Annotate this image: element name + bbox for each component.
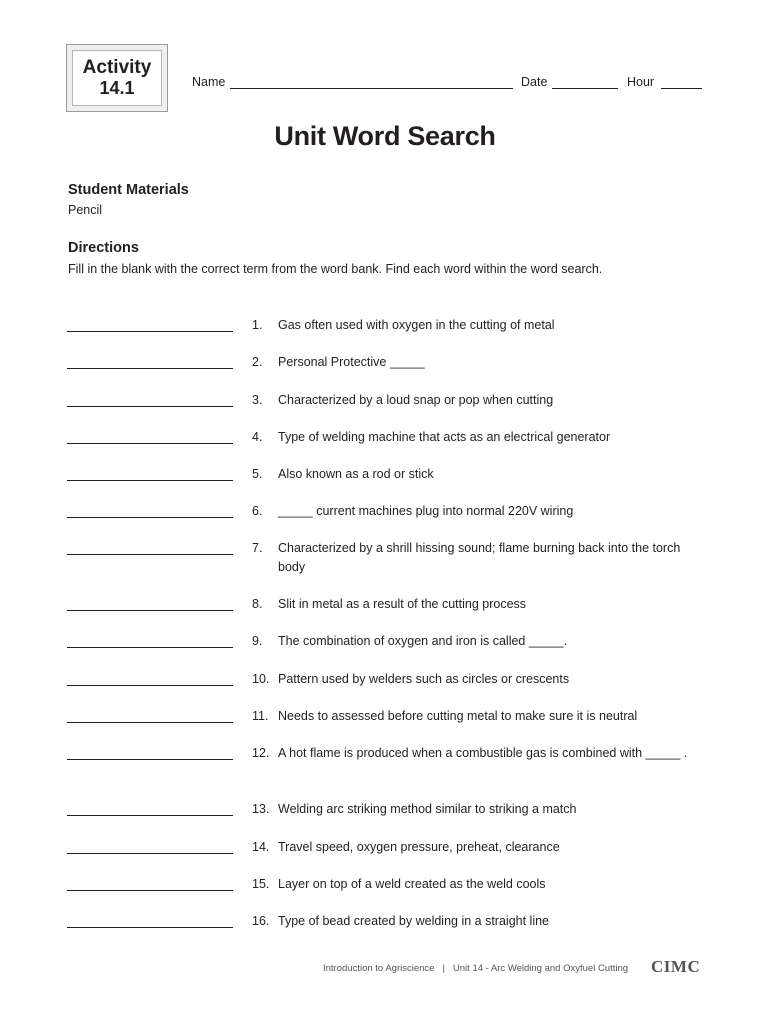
question-number: 16. [252, 914, 270, 928]
question-number: 7. [252, 541, 263, 555]
hour-label: Hour [627, 75, 655, 89]
answer-blank[interactable] [67, 517, 233, 518]
question-text: Layer on top of a weld created as the weld cools [278, 877, 546, 891]
materials-text: Pencil [68, 203, 103, 217]
materials-heading: Student Materials [68, 182, 189, 198]
directions-text: Fill in the blank with the correct term from the word bank. Find each word within the word search. [68, 262, 603, 276]
question-text: Characterized by a shrill hissing sound; flame burning back into the torch body [278, 541, 681, 574]
question-text: Also known as a rod or stick [278, 467, 434, 481]
question-number: 8. [252, 597, 263, 611]
activity-badge [66, 44, 168, 112]
question-text: _____ current machines plug into normal 220V wiring [278, 504, 574, 518]
question-number: 9. [252, 634, 263, 648]
date-field[interactable] [552, 88, 618, 89]
page-title: Unit Word Search [274, 121, 496, 151]
name-field[interactable] [230, 88, 513, 89]
question-number: 6. [252, 504, 263, 518]
activity-badge-inner [72, 50, 162, 106]
directions-heading: Directions [68, 240, 139, 256]
footer-unit: Unit 14 - Arc Welding and Oxyfuel Cutting [452, 963, 629, 974]
hour-field[interactable] [661, 88, 702, 89]
answer-blank[interactable] [67, 554, 233, 555]
question-text: A hot flame is produced when a combustible gas is combined with _____ . [278, 746, 688, 760]
answer-blank[interactable] [67, 890, 233, 891]
question-number: 11. [252, 709, 269, 723]
question-text: Slit in metal as a result of the cutting process [278, 597, 527, 611]
activity-label: Activity [82, 57, 152, 78]
question-number: 15. [252, 877, 270, 891]
question-text: Needs to assessed before cutting metal to make sure it is neutral [278, 709, 638, 723]
answer-blank[interactable] [67, 685, 233, 686]
cimc-logo: CIMC [651, 957, 701, 976]
answer-blank[interactable] [67, 443, 233, 444]
date-label: Date [521, 75, 548, 89]
question-number: 12. [252, 746, 270, 760]
question-text: Type of welding machine that acts as an electrical generator [278, 430, 611, 444]
answer-blank[interactable] [67, 331, 233, 332]
answer-blank[interactable] [67, 647, 233, 648]
question-number: 5. [252, 467, 263, 481]
answer-blank[interactable] [67, 853, 233, 854]
answer-blank[interactable] [67, 722, 233, 723]
question-text: Welding arc striking method similar to striking a match [278, 802, 577, 816]
question-number: 2. [252, 355, 263, 369]
question-number: 10. [252, 672, 270, 686]
question-text: Travel speed, oxygen pressure, preheat, clearance [278, 840, 560, 854]
answer-blank[interactable] [67, 406, 233, 407]
footer-separator: | [442, 963, 445, 974]
question-text: Gas often used with oxygen in the cutting of metal [278, 318, 555, 332]
question-text: Pattern used by welders such as circles or crescents [278, 672, 570, 686]
footer-course: Introduction to Agriscience [323, 963, 435, 974]
question-number: 4. [252, 430, 263, 444]
question-text: The combination of oxygen and iron is called _____. [278, 634, 568, 648]
question-number: 13. [252, 802, 270, 816]
answer-blank[interactable] [67, 368, 233, 369]
answer-blank[interactable] [67, 610, 233, 611]
footer [323, 963, 628, 974]
answer-blank[interactable] [67, 815, 233, 816]
name-label: Name [192, 75, 226, 89]
question-text: Personal Protective _____ [278, 355, 425, 369]
activity-number: 14.1 [99, 78, 135, 98]
answer-blank[interactable] [67, 480, 233, 481]
question-text: Type of bead created by welding in a straight line [278, 914, 550, 928]
answer-blank[interactable] [67, 927, 233, 928]
answer-blank[interactable] [67, 759, 233, 760]
question-number: 1. [252, 318, 263, 332]
question-number: 14. [252, 840, 270, 854]
question-number: 3. [252, 393, 263, 407]
question-text: Characterized by a loud snap or pop when cutting [278, 393, 554, 407]
